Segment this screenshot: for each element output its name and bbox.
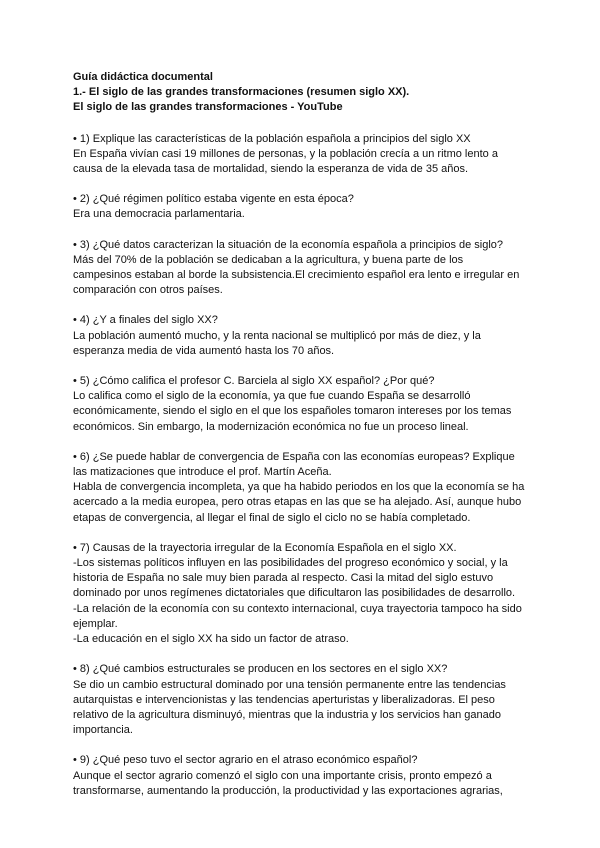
answer-text: transformarse, aumentando la producción, la productividad y las exportaciones agrarias,: [73, 784, 503, 797]
answer-text: económicamente, siendo el siglo en el que los españoles tomaron intereses por los temas: [73, 405, 512, 418]
question-text: • 4) ¿Y a finales del siglo XX?: [73, 314, 218, 327]
answer-text: comparación con otros países.: [73, 284, 223, 297]
answer-text: autarquistas e intervencionistas y las tendencias aperturistas y liberalizadoras. El peso: [73, 693, 495, 706]
answer-text: Lo califica como el siglo de la economía, ya que fue cuando España se desarrolló: [73, 390, 471, 403]
answer-text: La población aumentó mucho, y la renta nacional se multiplicó por más de diez, y la: [73, 329, 481, 342]
answer-text: Se dio un cambio estructural dominado por una tensión permanente entre las tendencias: [73, 678, 506, 691]
answer-text: -La relación de la economía con su contexto internacional, cuya trayectoria tampoco ha sido: [73, 602, 522, 615]
question-block: [73, 753, 543, 799]
answer-text: -La educación en el siglo XX ha sido un factor de atraso.: [73, 633, 349, 646]
answer-text: Era una democracia parlamentaria.: [73, 208, 245, 221]
document-page: [73, 70, 543, 814]
answer-text: importancia.: [73, 724, 133, 737]
question-text: • 9) ¿Qué peso tuvo el sector agrario en el atraso económico español?: [73, 754, 418, 767]
question-block: [73, 374, 543, 435]
section-title: 1.- El siglo de las grandes transformaciones (resumen siglo XX).: [73, 86, 410, 99]
answer-text: Más del 70% de la población se dedicaban a la agricultura, y buena parte de los: [73, 253, 464, 266]
question-block: [73, 313, 543, 359]
answer-text: económicos. Sin embargo, la modernización económica no fue un proceso lineal.: [73, 420, 469, 433]
answer-text: causa de la elevada tasa de mortalidad, siendo la esperanza de vida de 35 años.: [73, 163, 469, 176]
question-block: [73, 192, 543, 222]
answer-text: relativo de la agricultura disminuyó, mientras que la industria y los servicios han ganado: [73, 708, 502, 721]
answer-text: En España vivían casi 19 millones de personas, y la población crecía a un ritmo lento a: [73, 147, 498, 160]
question-block: [73, 662, 543, 738]
answer-text: etapas de convergencia, al llegar el final de siglo el ciclo no se había completado.: [73, 511, 471, 524]
question-block: [73, 541, 543, 647]
question-text: • 1) Explique las características de la población española a principios del siglo XX: [73, 132, 471, 145]
question-text: • 7) Causas de la trayectoria irregular de la Economía Española en el siglo XX.: [73, 541, 457, 554]
answer-text: acercado a la media europea, pero otras etapas en las que se ha alejado. Así, aunque hubo: [73, 496, 522, 509]
question-text: • 5) ¿Cómo califica el profesor C. Barciela al siglo XX español? ¿Por qué?: [73, 375, 435, 388]
answer-text: Aunque el sector agrario comenzó el siglo con una importante crisis, pronto empezó a: [73, 769, 492, 782]
question-block: [73, 238, 543, 299]
answer-text: -Los sistemas políticos influyen en las posibilidades del progreso económico y social, y la: [73, 557, 508, 570]
question-text: • 6) ¿Se puede hablar de convergencia de España con las economías europeas? Explique: [73, 450, 515, 463]
question-block: [73, 132, 543, 178]
question-text: • 3) ¿Qué datos caracterizan la situación de la economía española a principios de siglo?: [73, 238, 504, 251]
answer-text: ejemplar.: [73, 617, 118, 630]
answer-text: campesinos estaban al borde la subsistencia.El crecimiento español era lento e irregular en: [73, 269, 520, 282]
question-block: [73, 450, 543, 526]
question-text: • 2) ¿Qué régimen político estaba vigente en esta época?: [73, 193, 354, 206]
answer-text: historia de España no sale muy bien parada al respecto. Casi la mitad del siglo estuvo: [73, 572, 494, 585]
document-header: [73, 70, 543, 116]
question-text: • 8) ¿Qué cambios estructurales se producen en los sectores en el siglo XX?: [73, 663, 448, 676]
guide-title: Guía didáctica documental: [73, 71, 213, 83]
answer-text: las matizaciones que introduce el prof. Martín Aceña.: [73, 466, 332, 479]
question-list: [73, 132, 543, 799]
answer-text: esperanza media de vida aumentó hasta los 70 años.: [73, 344, 335, 357]
answer-text: dominado por unos regímenes dictatoriales que dificultaron las posibilidades de desarrollo.: [73, 587, 516, 600]
video-reference: El siglo de las grandes transformaciones - YouTube: [73, 101, 343, 114]
answer-text: Habla de convergencia incompleta, ya que ha habido periodos en los que la economía se ha: [73, 481, 525, 494]
